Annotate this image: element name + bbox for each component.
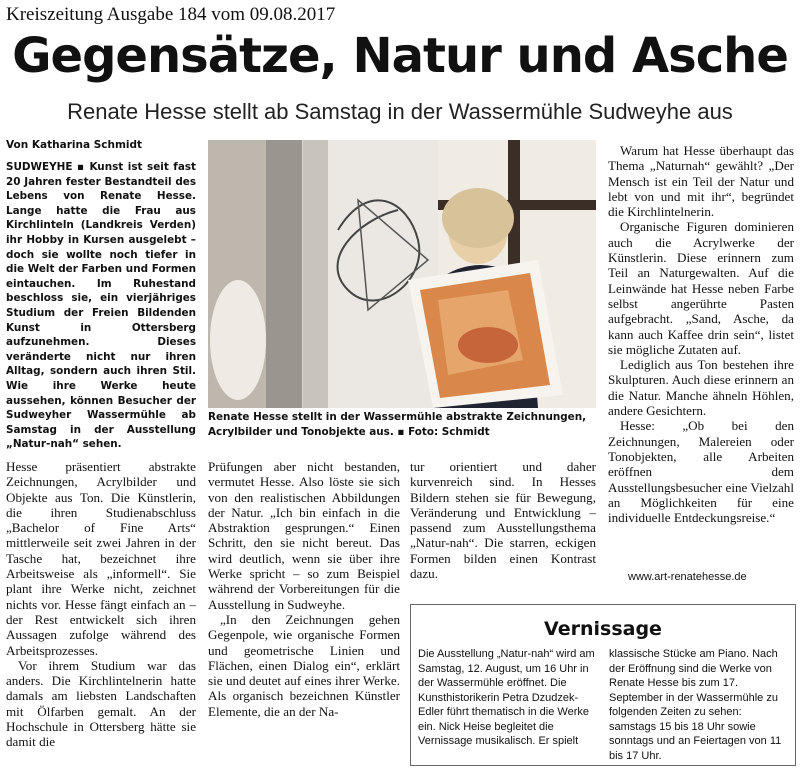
article-column-3 xyxy=(410,459,596,581)
article-column-2 xyxy=(208,459,400,719)
byline: Von Katharina Schmidt xyxy=(6,139,143,151)
photo-caption: Renate Hesse stellt in der Wassermühle abstrakte Zeichnungen, Acrylbilder und Tonobjekte aus. ▪ Foto: Schmidt xyxy=(208,411,587,438)
paragraph: Hesse: „Ob bei den Zeichnungen, Malereien oder Tonobjekten, alle Arbeiten eröffnen dem Ausstellungsbesucher eine Vielzahl an Möglichkeiten für eine individuelle Entdeckungsreise.“ xyxy=(608,418,794,526)
article-photo xyxy=(208,140,596,408)
headline: Gegensätze, Natur und Asche xyxy=(12,28,788,84)
dateline: SUDWEYHE xyxy=(6,161,73,173)
lead-text: ▪ Kunst ist seit fast 20 Jahren fester Bestandteil des Lebens von Renate Hesse. Lange hatte die Frau aus Kirchlinteln (Landkreis Verden) ihr Hobby in Kursen ausgelebt – doch sie wollte noch tiefer in die Welt der Farben und Formen eintauchen. Im Ruhestand beschloss sie, ein vierjähriges Studium der Freien Bildenden Kunst in Ottersberg aufzunehmen. Dieses veränderte nicht nur ihren Alltag, sondern auch ihren Stil. Wie ihre Werke heute aussehen, können Besucher der Sudweyher Wassermühle ab Samstag in der Ausstellung „Natur-nah“ sehen. xyxy=(6,161,196,451)
website-link[interactable]: www.art-renatehesse.de xyxy=(628,571,747,583)
paragraph: Vor ihrem Studium war das anders. Die Kirchlintelnerin hatte damals am liebsten Landschaften mit Ölfarben gemalt. An der Hochschule in Ottersberg hätte sie damit die xyxy=(6,657,196,750)
subheadline: Renate Hesse stellt ab Samstag in der Wassermühle Sudweyhe aus xyxy=(67,99,733,124)
paragraph: tur orientiert und daher kurvenreich sind. In Hesses Bildern stehen sie für Bewegung, Veränderung und Entwicklung – passend zum Ausstellungsthema „Natur-nah“. Die starren, eckigen Formen bilden einen Kontrast dazu. xyxy=(410,459,596,582)
paragraph: „In den Zeichnungen gehen Gegenpole, wie organische Formen und geometrische Linien und Flächen, einen Dialog ein“, erklärt sie und deutet auf eines ihrer Werke. Als organisch bezeichnen Künstler Elemente, die an der Na- xyxy=(208,611,400,719)
paragraph: Warum hat Hesse überhaupt das Thema „Naturnah“ gewählt? „Der Mensch ist ein Teil der Natur und lebt von und mit ihr“, begründet die Kirchlintelnerin. xyxy=(608,143,794,220)
paragraph: Hesse präsentiert abstrakte Zeichnungen, Acrylbilder und Objekte aus Ton. Die Künstlerin, die ihren Studienabschluss „Bachelor of Fine Arts“ mittlerweile seit zwei Jahren in der Tasche hat, bezeichnet ihre Arbeitsweise als „informell“. Sie plant ihre Werke nicht, zeichnet nichts vor. Hesse fängt einfach an – der Rest entwickelt sich ihren Aussagen zufolge während des Arbeitsprozesses. xyxy=(6,459,196,658)
masthead: Kreiszeitung Ausgabe 184 vom 09.08.2017 xyxy=(6,4,336,25)
paragraph: Lediglich aus Ton bestehen ihre Skulpturen. Auch diese erinnern an die Natur. Manche ähneln Höhlen, andere Gesichtern. xyxy=(608,357,794,419)
article-column-4 xyxy=(608,143,794,525)
article-column-1 xyxy=(6,459,196,750)
paragraph: Prüfungen aber nicht bestanden, vermutet Hesse. Also löste sie sich von den realistischen Abbildungen der Natur. „Ich bin einfach in die Abstraktion gesprungen.“ Einen Schritt, den sie nicht bereut. Das wird deutlich, wenn sie über ihre Werke spricht – so zum Beispiel während der Vorbereitungen für die Ausstellung in Sudweyhe. xyxy=(208,459,400,612)
vernissage-text-2: klassische Stücke am Piano. Nach der Eröffnung sind die Werke von Renate Hesse bis zum 17. September in der Wassermühle zu folgenden Zeiten zu sehen: samstags 15 bis 18 Uhr sowie sonntags und an Feiertagen von 11 bis 17 Uhr. xyxy=(609,648,782,762)
vernissage-title: Vernissage xyxy=(544,618,662,640)
vernissage-text-1: Die Ausstellung „Natur-nah“ wird am Samstag, 12. August, um 16 Uhr in der Wassermühle eröffnet. Die Kunsthistorikerin Petra Dzudzek-Edler führt thematisch in die Werke ein. Nick Heise begleitet die Vernissage musikalisch. Er spielt xyxy=(418,648,595,747)
lead-paragraph xyxy=(6,160,196,452)
paragraph: Organische Figuren dominieren auch die Acrylwerke der Künstlerin. Diese erinnern zum Teil an Naturgewalten. Auf die Leinwände hat Hesse neben Farbe selbst angerührte Pasten aufgebracht. „Sand, Asche, da kann auch Kaffee drin sein“, listet sie mögliche Zutaten auf. xyxy=(608,219,794,357)
photo-illustration xyxy=(208,140,596,408)
